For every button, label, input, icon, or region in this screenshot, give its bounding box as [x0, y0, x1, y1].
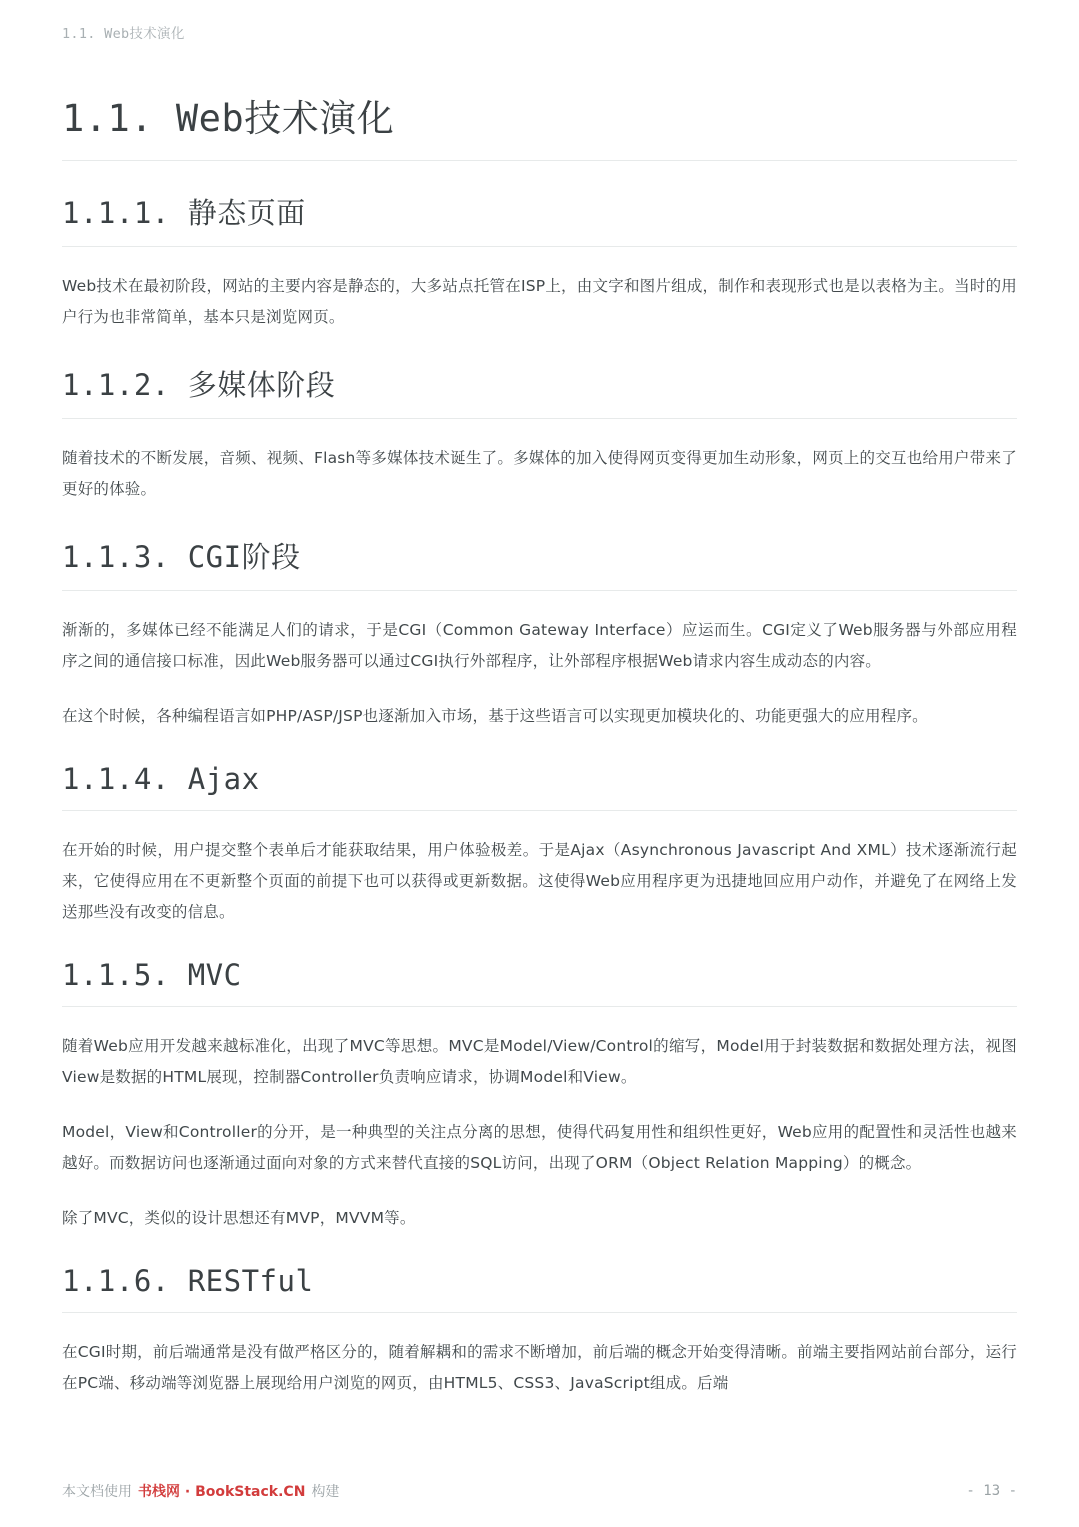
section-heading: 1.1.1. 静态页面 — [62, 191, 1017, 247]
section-multimedia — [62, 363, 1017, 505]
footer-prefix: 本文档使用 — [62, 1484, 132, 1500]
section-paragraph: 随着Web应用开发越来越标准化，出现了MVC等思想。MVC是Model/View/Control的缩写，Model用于封装数据和数据处理方法，视图View是数据的HTML展现，控制器Controller负责响应请求，协调Model和View。 — [62, 1037, 1017, 1086]
footer-brand-link[interactable]: 书栈网 · BookStack.CN — [138, 1484, 306, 1500]
section-ajax — [62, 762, 1017, 928]
section-paragraph: Web技术在最初阶段，网站的主要内容是静态的，大多站点托管在ISP上，由文字和图片组成，制作和表现形式也是以表格为主。当时的用户行为也非常简单，基本只是浏览网页。 — [62, 277, 1017, 326]
page-title: 1.1. Web技术演化 — [62, 88, 1017, 161]
section-heading: 1.1.3. CGI阶段 — [62, 535, 1017, 591]
section-heading: 1.1.4. Ajax — [62, 762, 1017, 811]
running-header: 1.1. Web技术演化 — [62, 26, 185, 42]
page-number: - 13 - — [966, 1483, 1017, 1499]
section-heading: 1.1.6. RESTful — [62, 1264, 1017, 1313]
section-paragraph: 渐渐的，多媒体已经不能满足人们的请求，于是CGI（Common Gateway Interface）应运而生。CGI定义了Web服务器与外部应用程序之间的通信接口标准，因此Web服务器可以通过CGI执行外部程序，让外部程序根据Web请求内容生成动态的内容。 — [62, 621, 1017, 670]
section-heading: 1.1.5. MVC — [62, 958, 1017, 1007]
section-mvc — [62, 958, 1017, 1234]
section-restful — [62, 1264, 1017, 1399]
section-heading: 1.1.2. 多媒体阶段 — [62, 363, 1017, 419]
section-paragraph: 除了MVC，类似的设计思想还有MVP，MVVM等。 — [62, 1209, 416, 1227]
section-paragraph: 在开始的时候，用户提交整个表单后才能获取结果，用户体验极差。于是Ajax（Asynchronous Javascript And XML）技术逐渐流行起来，它使得应用在不更新整个页面的前提下也可以获得或更新数据。这使得Web应用程序更为迅捷地回应用户动作，并避免了在网络上发送那些没有改变的信息。 — [62, 841, 1017, 921]
section-paragraph: 在CGI时期，前后端通常是没有做严格区分的，随着解耦和的需求不断增加，前后端的概念开始变得清晰。前端主要指网站前台部分，运行在PC端、移动端等浏览器上展现给用户浏览的网页，由HTML5、CSS3、JavaScript组成。后端 — [62, 1343, 1017, 1392]
section-paragraph: Model，View和Controller的分开，是一种典型的关注点分离的思想，使得代码复用性和组织性更好，Web应用的配置性和灵活性也越来越好。而数据访问也逐渐通过面向对象的方式来替代直接的SQL访问，出现了ORM（Object Relation Mapping）的概念。 — [62, 1123, 1017, 1172]
footer-suffix: 构建 — [311, 1484, 340, 1500]
section-cgi — [62, 535, 1017, 732]
section-paragraph: 随着技术的不断发展，音频、视频、Flash等多媒体技术诞生了。多媒体的加入使得网页变得更加生动形象，网页上的交互也给用户带来了更好的体验。 — [62, 449, 1017, 498]
section-static-page — [62, 191, 1017, 333]
section-paragraph: 在这个时候，各种编程语言如PHP/ASP/JSP也逐渐加入市场，基于这些语言可以实现更加模块化的、功能更强大的应用程序。 — [62, 707, 928, 725]
page-footer — [62, 1481, 1017, 1501]
